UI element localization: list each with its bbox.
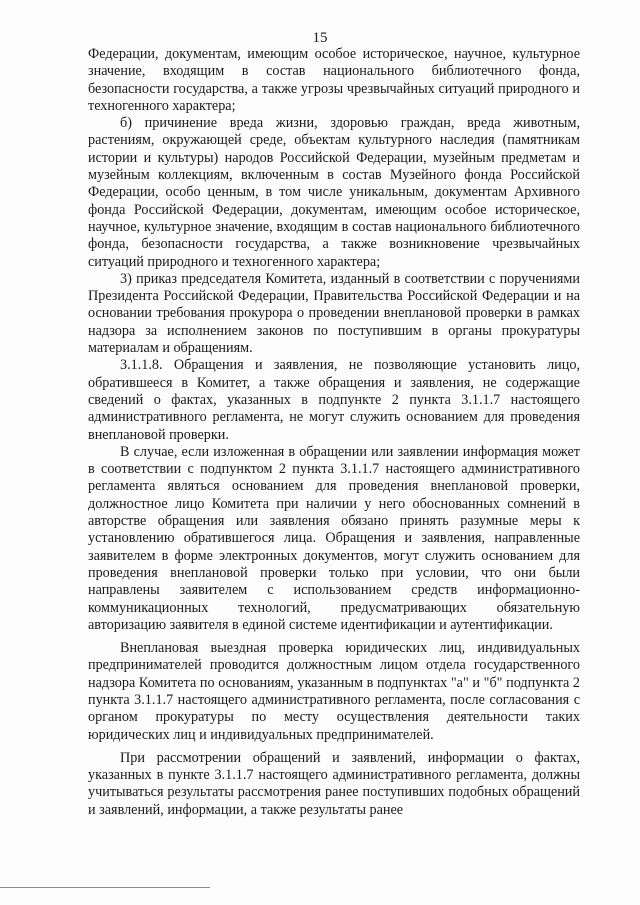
footer-rule <box>0 887 210 888</box>
page-number: 15 <box>312 30 328 46</box>
paragraph-item-b: б) причинение вреда жизни, здоровью граждан, вреда животным, растениям, окружающей среде, объектам культурного наследия (памятникам истории и культуры) народов Российской Федерации, музейным предметам и музейным коллекциям, включенным в состав Музейного фонда Российской Федерации, особо ценным, в том числе уникальным, документам Архивного фонда Российской Федерации, документам, имеющим особое историческое, научное, культурное значение, входящим в состав национального библиотечного фонда, безопасности государства, а также возникновение чрезвычайных ситуаций природного и техногенного характера; <box>88 115 580 270</box>
paragraph-section-3-1-1-8: 3.1.1.8. Обращения и заявления, не позволяющие установить лицо, обратившееся в Комитет, а также обращения и заявления, не содержащие сведений о фактах, указанных в подпункте 2 пункта 3.1.1.7 настоящего административного регламента, не могут служить основанием для проведения внеплановой проверки. <box>88 357 580 443</box>
paragraph-in-case: В случае, если изложенная в обращении или заявлении информация может в соответствии с подпунктом 2 пункта 3.1.1.7 настоящего административного регламента являться основанием для проведения внеплановой проверки, должностное лицо Комитета при наличии у него обоснованных сомнений в авторстве обращения или заявления обязано принять разумные меры к установлению обратившегося лица. Обращения и заявления, направленные заявителем в форме электронных документов, могут служить основанием для проведения внеплановой проверки только при условии, что они были направлены заявителем с использованием средств информационно-коммуникационных технологий, предусматривающих обязательную авторизацию заявителя в единой системе идентификации и аутентификации. <box>88 443 580 633</box>
paragraph-unscheduled-inspection: Внеплановая выездная проверка юридических лиц, индивидуальных предпринимателей проводится должностным лицом отдела государственного надзора Комитета по основаниям, указанным в подпунктах "а" и "б" подпункта 2 пункта 3.1.1.7 настоящего административного регламента, после согласования с органом прокуратуры по месту осуществления деятельности таких юридических лиц и индивидуальных предпринимателей. <box>88 640 580 743</box>
document-body <box>88 46 580 819</box>
paragraph-consideration: При рассмотрении обращений и заявлений, информации о фактах, указанных в пункте 3.1.1.7 настоящего административного регламента, должны учитываться результаты рассмотрения ранее поступивших подобных обращений и заявлений, информации, а также результаты ранее <box>88 749 580 818</box>
paragraph-item-3: 3) приказ председателя Комитета, изданный в соответствии с поручениями Президента Российской Федерации, Правительства Российской Федерации и на основании требования прокурора о проведении внеплановой проверки в рамках надзора за исполнением законов по поступившим в органы прокуратуры материалам и обращениям. <box>88 270 580 357</box>
paragraph-continuation: Федерации, документам, имеющим особое историческое, научное, культурное значение, входящим в состав национального библиотечного фонда, безопасности государства, а также угрозы чрезвычайных ситуаций природного и техногенного характера; <box>88 46 580 114</box>
